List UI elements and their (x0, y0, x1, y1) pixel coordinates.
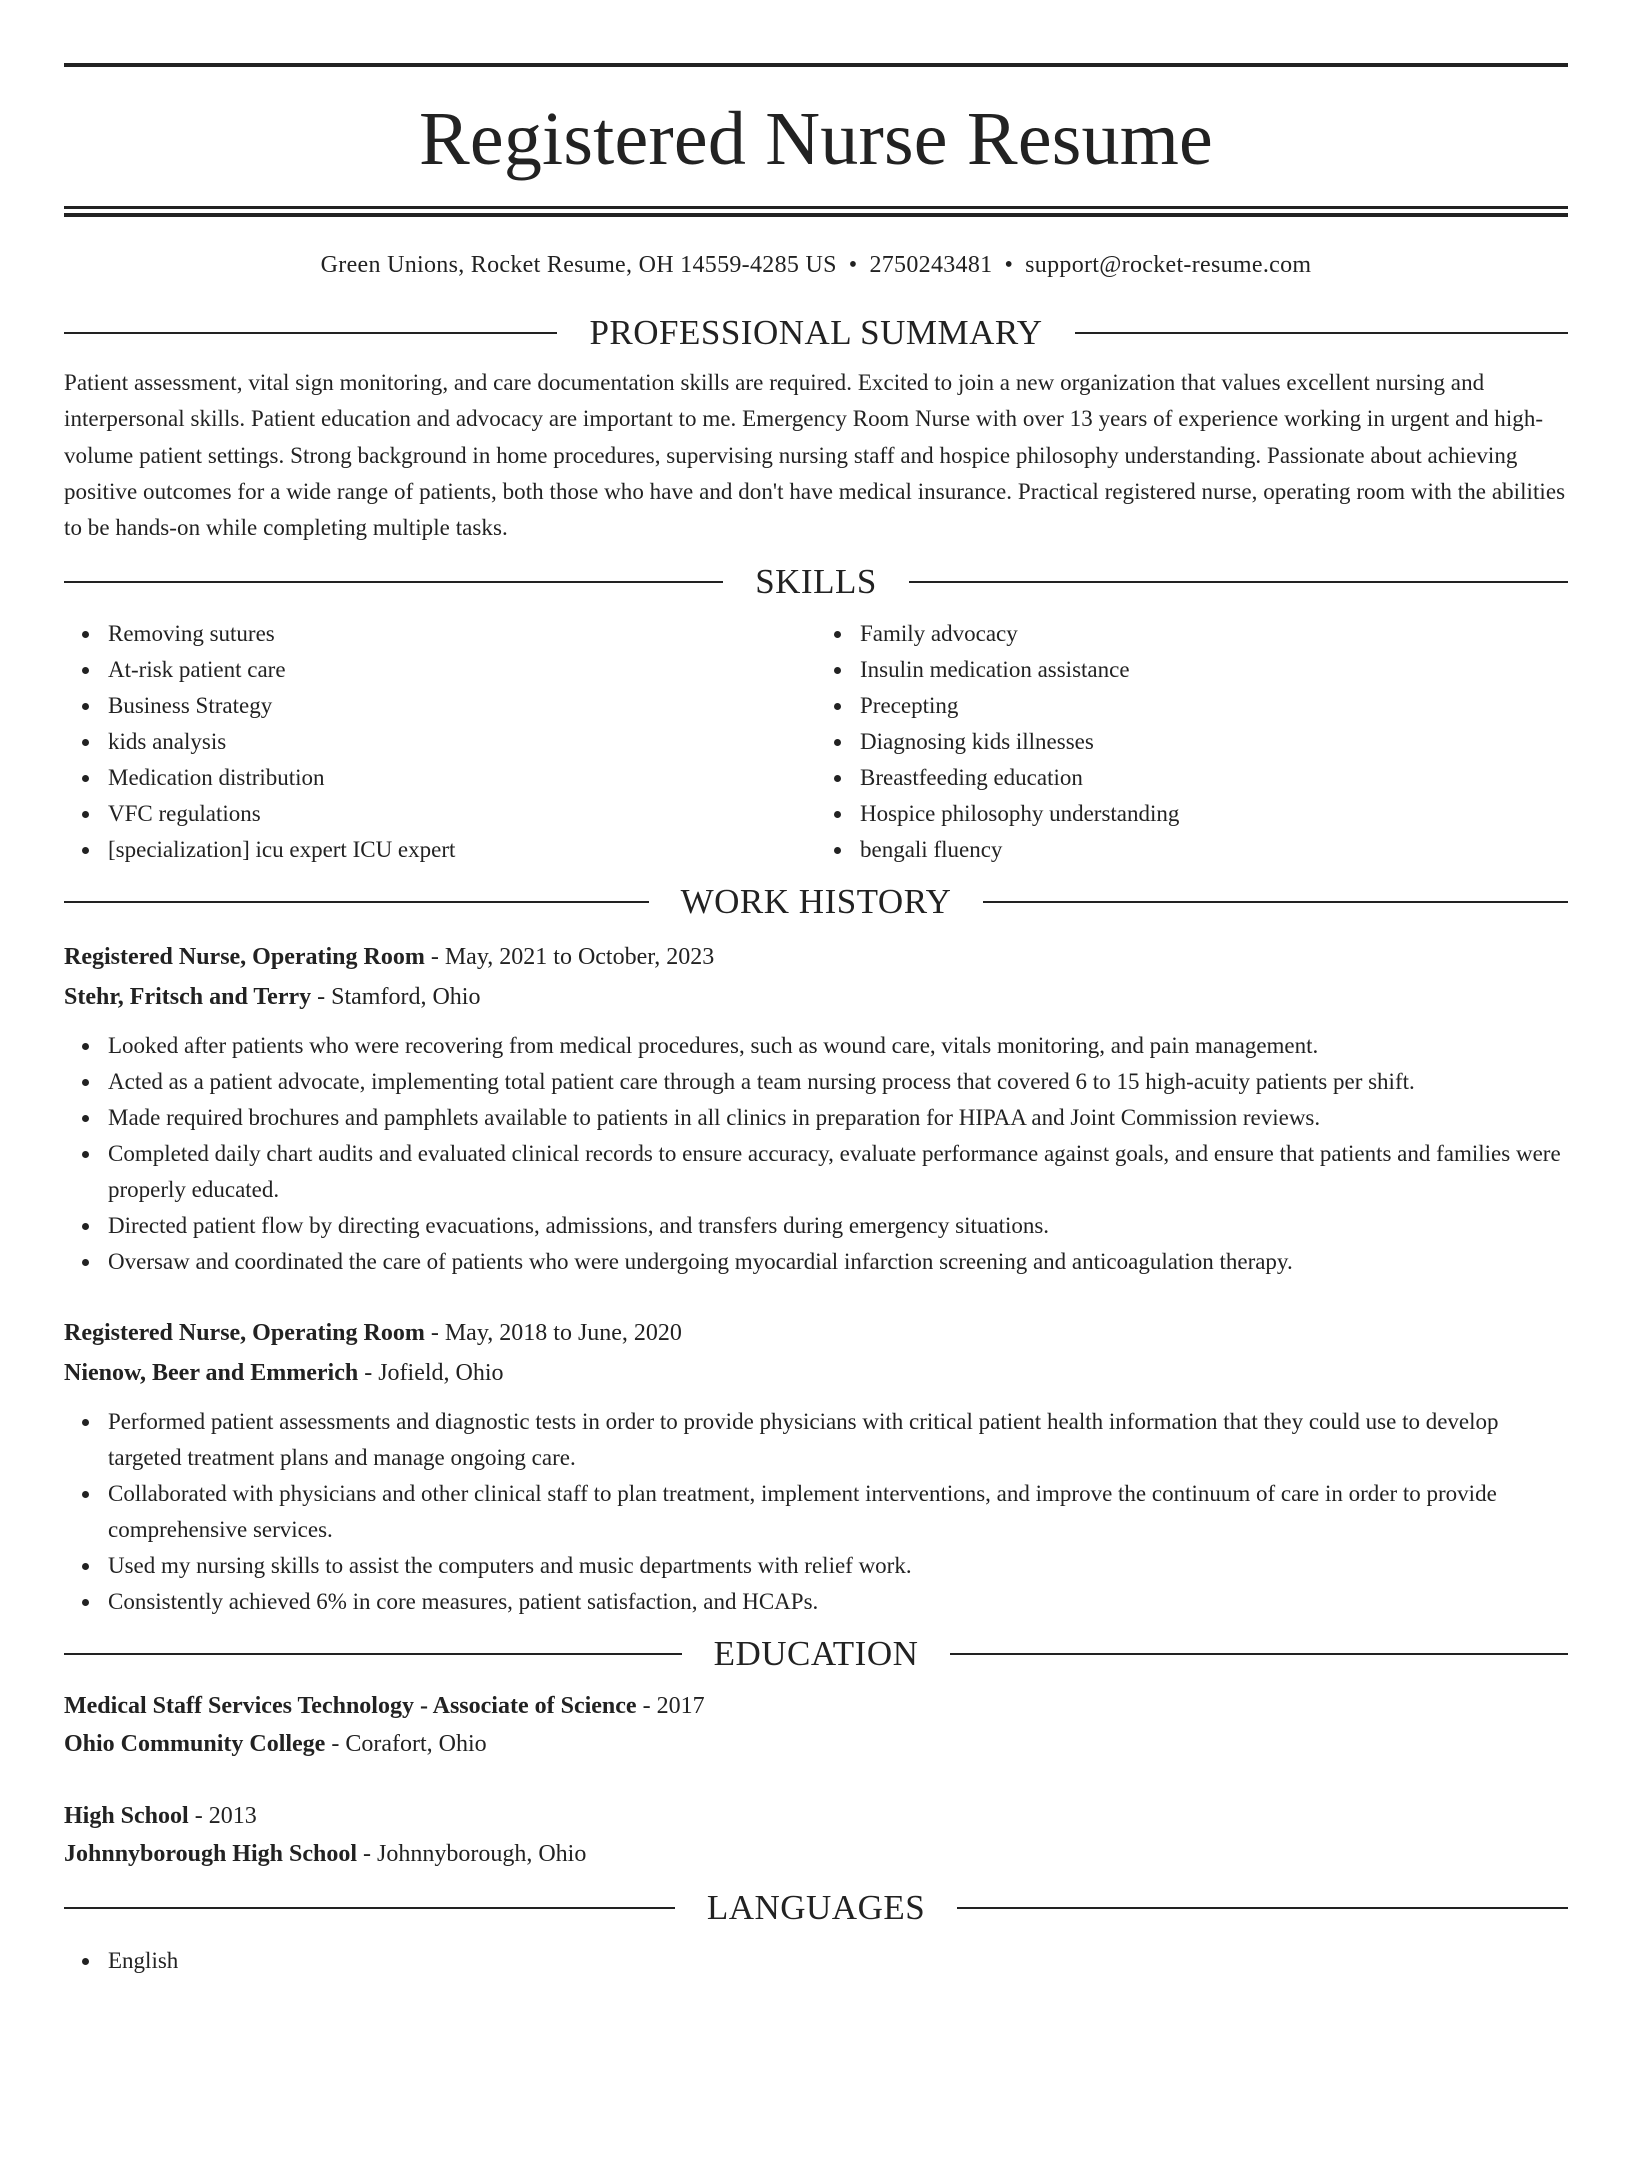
education-location: - Corafort, Ohio (325, 1731, 487, 1758)
heading-rule (64, 332, 557, 334)
top-rule (64, 63, 1568, 67)
languages-list (64, 1943, 1568, 1979)
language-item: English (108, 1943, 1568, 1979)
job-dates: - May, 2021 to October, 2023 (424, 944, 715, 971)
education-year: - 2013 (188, 1803, 257, 1830)
skill-item: Medication distribution (108, 760, 816, 796)
education-school: Ohio Community College (64, 1731, 326, 1758)
skill-item: Removing sutures (108, 616, 816, 652)
contact-separator: • (1004, 252, 1014, 278)
skills-list-right (816, 616, 1568, 868)
contact-separator: • (848, 252, 858, 278)
summary-text: Patient assessment, vital sign monitoring, and care documentation skills are required. Excited to join a new organization that values excellent nursing and interpersonal skills. Patient education and advocacy are important to me. Emergency Room Nurse with over 13 years of experience working in urgent and high-volume patient settings. Strong background in home procedures, supervising nursing staff and hospice philosophy understanding. Passionate about achieving positive outcomes for a wide range of patients, both those who have and don't have medical insurance. Practical registered nurse, operating room with the abilities to be hands-on while completing multiple tasks. (64, 370, 1566, 541)
job-bullet: Performed patient assessments and diagnostic tests in order to provide physicians with critical patient health information that they could use to develop targeted treatment plans and manage ongoing care. (108, 1404, 1568, 1476)
education-school: Johnnyborough High School (64, 1841, 358, 1868)
job-bullet: Used my nursing skills to assist the computers and music departments with relief work. (108, 1548, 1568, 1584)
skills-heading (64, 560, 1568, 604)
education-degree-line (64, 1687, 1568, 1725)
job-location: - Stamford, Ohio (311, 984, 481, 1011)
skill-item: Family advocacy (860, 616, 1568, 652)
education-entry (64, 1687, 1568, 1763)
education-degree: High School (64, 1803, 189, 1830)
heading-rule (64, 901, 649, 903)
job-bullets (64, 1028, 1568, 1280)
skills-list-left (64, 616, 816, 868)
job-title-line (64, 1313, 1568, 1353)
resume-title: Registered Nurse Resume (419, 97, 1213, 181)
job-bullet: Oversaw and coordinated the care of patients who were undergoing myocardial infarction screening and anticoagulation therapy. (108, 1244, 1568, 1280)
heading-rule (950, 1653, 1568, 1655)
job-entry (64, 1313, 1568, 1620)
skill-item: Diagnosing kids illnesses (860, 724, 1568, 760)
job-company: Stehr, Fritsch and Terry (64, 984, 312, 1011)
skills-columns (64, 616, 1568, 868)
section-title: PROFESSIONAL SUMMARY (589, 313, 1043, 352)
job-location: - Jofield, Ohio (358, 1360, 504, 1387)
languages-heading (64, 1886, 1568, 1930)
skill-item: [specialization] icu expert ICU expert (108, 832, 816, 868)
education-school-line (64, 1725, 1568, 1763)
job-company: Nienow, Beer and Emmerich (64, 1360, 359, 1387)
skill-item: bengali fluency (860, 832, 1568, 868)
work-heading (64, 880, 1568, 924)
job-title-line (64, 937, 1568, 977)
section-title: WORK HISTORY (680, 882, 952, 922)
heading-rule (957, 1907, 1568, 1909)
education-year: - 2017 (636, 1693, 705, 1720)
job-bullet: Collaborated with physicians and other clinical staff to plan treatment, implement interventions, and improve the continuum of care in order to provide comprehensive services. (108, 1476, 1568, 1548)
section-title: EDUCATION (713, 1634, 919, 1674)
skill-item: Breastfeeding education (860, 760, 1568, 796)
education-degree-line (64, 1797, 1568, 1835)
job-title: Registered Nurse, Operating Room (64, 944, 425, 971)
job-bullet: Made required brochures and pamphlets available to patients in all clinics in preparation for HIPAA and Joint Commission reviews. (108, 1100, 1568, 1136)
job-bullet: Looked after patients who were recovering from medical procedures, such as wound care, vitals monitoring, and pain management. (108, 1028, 1568, 1064)
education-location: - Johnnyborough, Ohio (357, 1841, 587, 1868)
heading-rule (64, 581, 723, 583)
skill-item: Precepting (860, 688, 1568, 724)
job-bullet: Completed daily chart audits and evaluated clinical records to ensure accuracy, evaluate performance against goals, and ensure that patients and families were properly educated. (108, 1136, 1568, 1208)
education-entry (64, 1797, 1568, 1873)
contact-line (64, 250, 1568, 280)
job-entry (64, 937, 1568, 1280)
resume-page (0, 63, 1632, 2175)
education-school-line (64, 1835, 1568, 1873)
contact-phone: 2750243481 (869, 252, 993, 278)
job-dates: - May, 2018 to June, 2020 (424, 1320, 682, 1347)
job-bullet: Consistently achieved 6% in core measures, patient satisfaction, and HCAPs. (108, 1584, 1568, 1620)
job-bullets (64, 1404, 1568, 1620)
skill-item: Business Strategy (108, 688, 816, 724)
skill-item: Hospice philosophy understanding (860, 796, 1568, 832)
skill-item: Insulin medication assistance (860, 652, 1568, 688)
job-bullet: Acted as a patient advocate, implementing total patient care through a team nursing process that covered 6 to 15 high-acuity patients per shift. (108, 1064, 1568, 1100)
heading-rule (1075, 332, 1568, 334)
skill-item: kids analysis (108, 724, 816, 760)
heading-rule (64, 1907, 675, 1909)
job-company-line (64, 977, 1568, 1017)
job-title: Registered Nurse, Operating Room (64, 1320, 425, 1347)
heading-rule (983, 901, 1568, 903)
contact-address: Green Unions, Rocket Resume, OH 14559-4285 US (320, 252, 837, 278)
section-title: LANGUAGES (706, 1888, 926, 1928)
education-heading (64, 1632, 1568, 1676)
job-company-line (64, 1353, 1568, 1393)
skill-item: VFC regulations (108, 796, 816, 832)
contact-email: support@rocket-resume.com (1025, 252, 1312, 278)
heading-rule (64, 1653, 682, 1655)
summary-heading (64, 311, 1568, 355)
heading-rule (909, 581, 1568, 583)
section-title: SKILLS (755, 562, 877, 602)
job-bullet: Directed patient flow by directing evacuations, admissions, and transfers during emergency situations. (108, 1208, 1568, 1244)
education-degree: Medical Staff Services Technology - Associate of Science (64, 1693, 637, 1720)
skill-item: At-risk patient care (108, 652, 816, 688)
title-double-rule (64, 206, 1568, 217)
